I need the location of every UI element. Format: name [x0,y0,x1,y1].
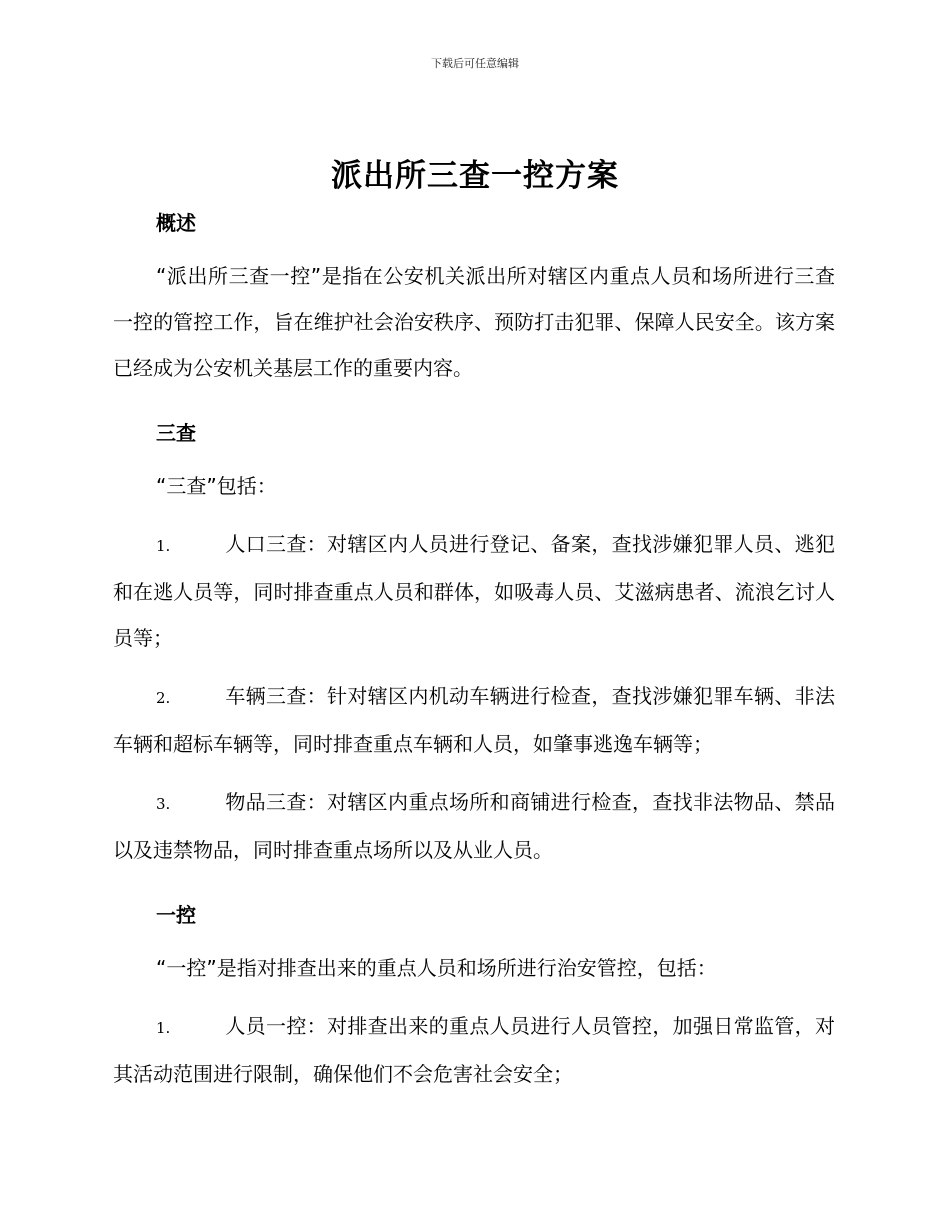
overview-paragraph: “派出所三查一控”是指在公安机关派出所对辖区内重点人员和场所进行三查一控的管控工作，旨在维护社会治安秩序、预防打击犯罪、保障人民安全。该方案已经成为公安机关基层工作的重要内容。 [113,264,835,380]
list-item [113,779,835,873]
list-item [113,521,835,661]
list-item [113,673,835,767]
header-note: 下载后可任意编辑 [431,57,519,70]
list-item-text: 人员一控：对排查出来的重点人员进行人员管控，加强日常监管，对其活动范围进行限制，确保他们不会危害社会安全； [113,1014,835,1086]
list-item-number: 3. [156,795,171,813]
page-title: 派出所三查一控方案 [331,158,619,194]
document-body [113,205,835,1097]
list-item-number: 1. [156,1019,171,1037]
section-heading-three-checks: 三查 [156,421,196,445]
section-heading-one-control: 一控 [156,903,196,927]
one-control-intro: “一控”是指对排查出来的重点人员和场所进行治安管控，包括： [156,956,717,980]
list-item-text: 车辆三查：针对辖区内机动车辆进行检查，查找涉嫌犯罪车辆、非法车辆和超标车辆等，同时排查重点车辆和人员，如肇事逃逸车辆等； [113,684,835,756]
section-heading-overview: 概述 [156,211,196,235]
list-item-text: 人口三查：对辖区内人员进行登记、备案，查找涉嫌犯罪人员、逃犯和在逃人员等，同时排查重点人员和群体，如吸毒人员、艾滋病患者、流浪乞讨人员等； [113,532,835,650]
list-item-text: 物品三查：对辖区内重点场所和商铺进行检查，查找非法物品、禁品以及违禁物品，同时排查重点场所以及从业人员。 [113,790,835,862]
list-item [113,1003,835,1097]
list-item-number: 1. [156,537,171,555]
three-checks-intro: “三查”包括： [156,474,277,498]
list-item-number: 2. [156,689,171,707]
